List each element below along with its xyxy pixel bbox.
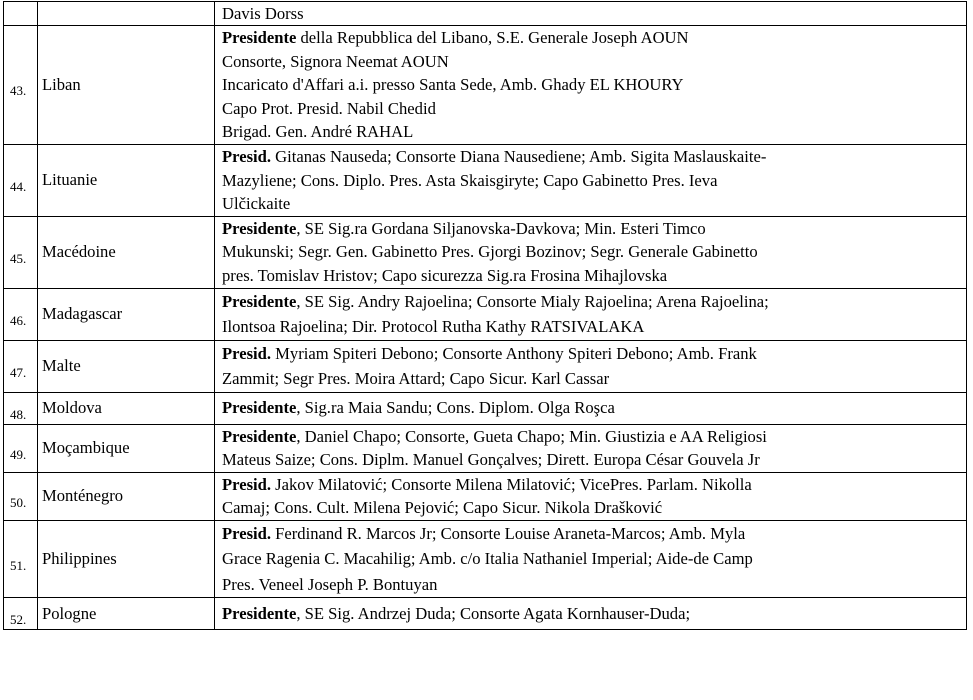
delegation-cell bbox=[215, 288, 967, 340]
delegation-cell bbox=[215, 216, 967, 288]
table-row bbox=[4, 216, 967, 288]
delegation-line bbox=[222, 120, 966, 144]
row-number-cell bbox=[4, 520, 38, 598]
delegation-line bbox=[222, 314, 966, 340]
delegation-text: Ulčickaite bbox=[222, 194, 291, 214]
delegation-text: Jakov Milatović; Consorte Milena Milatović; VicePres. Parlam. Nikolla bbox=[271, 474, 752, 494]
delegation-title: Presidente bbox=[222, 218, 297, 238]
delegation-line bbox=[222, 97, 966, 121]
row-number: 51. bbox=[10, 557, 27, 573]
table-row bbox=[4, 2, 967, 26]
delegation-title: Presidente bbox=[222, 426, 297, 446]
delegation-line bbox=[222, 289, 966, 315]
delegation-line bbox=[222, 145, 966, 169]
delegation-line bbox=[222, 496, 966, 520]
country-cell: Malte bbox=[38, 340, 215, 392]
delegation-text: pres. Tomislav Hristov; Capo sicurezza Sig.ra Frosina Mihajlovska bbox=[222, 265, 668, 285]
delegation-title: Presidente bbox=[222, 398, 297, 418]
delegation-line bbox=[222, 240, 966, 264]
row-number-cell bbox=[4, 288, 38, 340]
delegation-text: Ilontsoa Rajoelina; Dir. Protocol Rutha Kathy RATSIVALAKA bbox=[222, 317, 645, 337]
country-cell: Philippines bbox=[38, 520, 215, 598]
delegation-line bbox=[222, 217, 966, 241]
delegation-title: Presidente bbox=[222, 603, 297, 623]
country-cell: Moldova bbox=[38, 392, 215, 424]
delegation-line bbox=[222, 396, 966, 420]
delegation-text: Mazyliene; Cons. Diplo. Pres. Asta Skaisgiryte; Capo Gabinetto Pres. Ieva bbox=[222, 170, 718, 190]
delegation-cell bbox=[215, 144, 967, 216]
table-row bbox=[4, 472, 967, 520]
country-cell: Liban bbox=[38, 26, 215, 145]
delegation-cell bbox=[215, 472, 967, 520]
delegation-line bbox=[222, 448, 966, 472]
delegation-cell bbox=[215, 424, 967, 472]
delegation-line bbox=[222, 73, 966, 97]
country-cell: Pologne bbox=[38, 598, 215, 630]
delegation-text: Brigad. Gen. André RAHAL bbox=[222, 122, 414, 142]
delegation-line bbox=[222, 572, 966, 598]
delegation-text: , Daniel Chapo; Consorte, Gueta Chapo; Min. Giustizia e AA Religiosi bbox=[296, 426, 767, 446]
row-number-cell bbox=[4, 424, 38, 472]
delegation-text: Zammit; Segr Pres. Moira Attard; Capo Sicur. Karl Cassar bbox=[222, 369, 610, 389]
delegations-table bbox=[3, 1, 967, 630]
delegation-text: Mukunski; Segr. Gen. Gabinetto Pres. Gjorgi Bozinov; Segr. Generale Gabinetto bbox=[222, 242, 758, 262]
delegation-text: , SE Sig. Andry Rajoelina; Consorte Mialy Rajoelina; Arena Rajoelina; bbox=[296, 291, 769, 311]
delegation-cell bbox=[215, 598, 967, 630]
table-body bbox=[4, 2, 967, 630]
table-row bbox=[4, 424, 967, 472]
delegation-cell bbox=[215, 2, 967, 26]
delegation-title: Presid. bbox=[222, 146, 272, 166]
delegation-line bbox=[222, 546, 966, 572]
table-row bbox=[4, 340, 967, 392]
delegation-title: Presid. bbox=[222, 474, 272, 494]
delegation-text: , SE Sig.ra Gordana Siljanovska-Davkova; Min. Esteri Timco bbox=[296, 218, 706, 238]
delegation-line bbox=[222, 169, 966, 193]
delegation-line bbox=[222, 366, 966, 392]
delegation-text: Myriam Spiteri Debono; Consorte Anthony Spiteri Debono; Amb. Frank bbox=[271, 343, 757, 363]
row-number-cell bbox=[4, 340, 38, 392]
row-number: 43. bbox=[10, 83, 27, 99]
row-number-cell bbox=[4, 392, 38, 424]
delegation-line bbox=[222, 26, 966, 50]
country-cell: Lituanie bbox=[38, 144, 215, 216]
delegation-line bbox=[222, 3, 966, 25]
row-number: 47. bbox=[10, 364, 27, 380]
delegation-text: Consorte, Signora Neemat AOUN bbox=[222, 51, 449, 71]
country-cell: Madagascar bbox=[38, 288, 215, 340]
delegation-title: Presidente bbox=[222, 28, 297, 47]
delegation-text: Ferdinand R. Marcos Jr; Consorte Louise Araneta-Marcos; Amb. Myla bbox=[271, 523, 746, 543]
delegation-title: Presidente bbox=[222, 291, 297, 311]
delegation-cell bbox=[215, 392, 967, 424]
country-cell bbox=[38, 2, 215, 26]
delegation-text: Incaricato d'Affari a.i. presso Santa Sede, Amb. Ghady EL KHOURY bbox=[222, 75, 684, 95]
delegation-line bbox=[222, 341, 966, 367]
country-cell: Moçambique bbox=[38, 424, 215, 472]
delegation-title: Presid. bbox=[222, 343, 272, 363]
delegation-text: Capo Prot. Presid. Nabil Chedid bbox=[222, 98, 436, 118]
country-cell: Macédoine bbox=[38, 216, 215, 288]
row-number-cell bbox=[4, 2, 38, 26]
delegation-text: , SE Sig. Andrzej Duda; Consorte Agata Kornhauser-Duda; bbox=[296, 603, 691, 623]
row-number: 48. bbox=[10, 406, 27, 422]
delegation-cell bbox=[215, 520, 967, 598]
row-number: 44. bbox=[10, 178, 27, 194]
row-number-cell bbox=[4, 144, 38, 216]
row-number: 52. bbox=[10, 612, 27, 628]
row-number-cell bbox=[4, 598, 38, 630]
delegation-text: Camaj; Cons. Cult. Milena Pejović; Capo Sicur. Nikola Drašković bbox=[222, 498, 663, 518]
delegation-cell bbox=[215, 26, 967, 145]
delegation-line bbox=[222, 473, 966, 497]
table-row bbox=[4, 598, 967, 630]
delegation-text: Grace Ragenia C. Macahilig; Amb. c/o Italia Nathaniel Imperial; Aide-de Camp bbox=[222, 549, 753, 569]
country-cell: Monténegro bbox=[38, 472, 215, 520]
row-number-cell bbox=[4, 26, 38, 145]
table-row bbox=[4, 520, 967, 598]
table-row bbox=[4, 144, 967, 216]
table-row bbox=[4, 26, 967, 145]
table-row bbox=[4, 288, 967, 340]
delegation-line bbox=[222, 425, 966, 449]
row-number-cell bbox=[4, 216, 38, 288]
row-number: 46. bbox=[10, 312, 27, 328]
delegation-cell bbox=[215, 340, 967, 392]
delegation-text: Mateus Saize; Cons. Diplm. Manuel Gonçalves; Dirett. Europa César Gouvela Jr bbox=[222, 450, 760, 470]
delegation-text: della Repubblica del Libano, S.E. Generale Joseph AOUN bbox=[296, 28, 689, 47]
table-row bbox=[4, 392, 967, 424]
delegation-line bbox=[222, 50, 966, 74]
delegation-title: Presid. bbox=[222, 523, 272, 543]
delegation-text: Davis Dorss bbox=[222, 3, 304, 23]
delegation-line bbox=[222, 264, 966, 288]
delegation-text: Gitanas Nauseda; Consorte Diana Nausediene; Amb. Sigita Maslauskaite- bbox=[271, 146, 767, 166]
delegation-line bbox=[222, 603, 966, 625]
row-number: 45. bbox=[10, 250, 27, 266]
delegation-line bbox=[222, 192, 966, 216]
row-number-cell bbox=[4, 472, 38, 520]
delegation-text: Pres. Veneel Joseph P. Bontuyan bbox=[222, 574, 438, 594]
row-number: 49. bbox=[10, 446, 27, 462]
row-number: 50. bbox=[10, 494, 27, 510]
delegation-text: , Sig.ra Maia Sandu; Cons. Diplom. Olga Roşca bbox=[296, 398, 615, 418]
delegation-line bbox=[222, 521, 966, 547]
